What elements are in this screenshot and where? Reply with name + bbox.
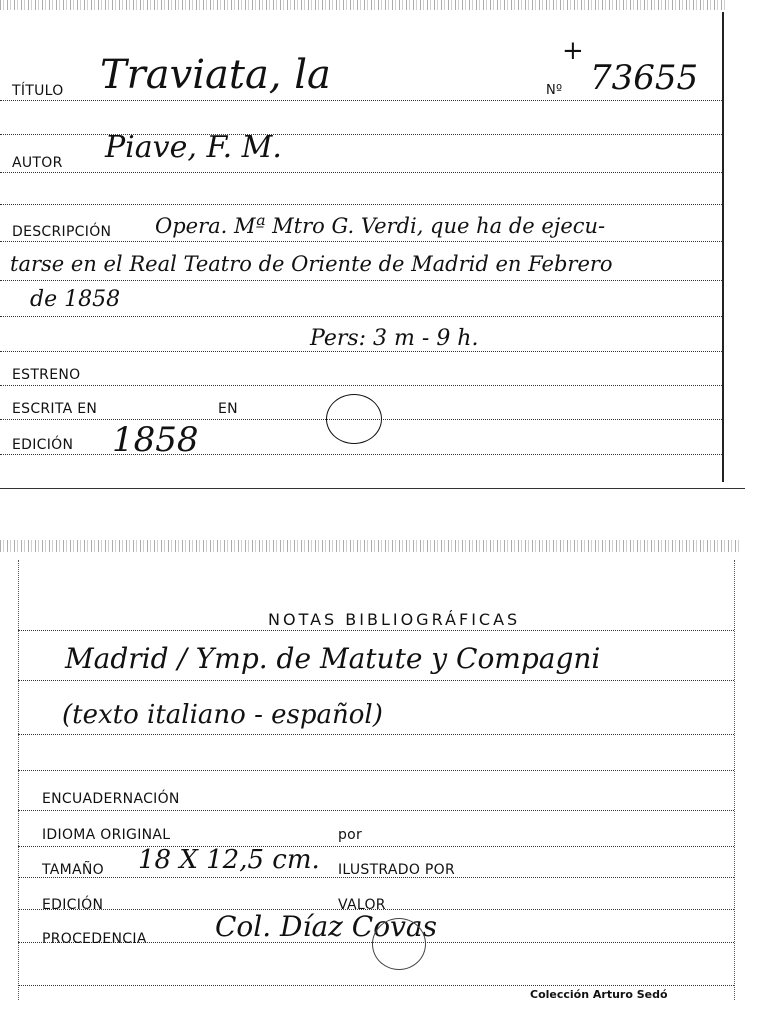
note-line-2: (texto italiano - español) [62, 700, 383, 730]
rule [18, 630, 734, 631]
value-edicion: 1858 [112, 420, 199, 460]
rule [18, 846, 734, 847]
label-encuadernacion: ENCUADERNACIÓN [42, 791, 180, 807]
note-line-1: Madrid / Ymp. de Matute y Compagni [65, 642, 601, 675]
scan-noise-top [0, 0, 727, 10]
label-tamano: TAMAÑO [42, 862, 104, 878]
value-numero: 73655 [590, 58, 699, 98]
card-left-edge [18, 560, 19, 1000]
rule [18, 734, 734, 735]
rule [0, 100, 722, 101]
value-descripcion-2: tarse en el Real Teatro de Oriente de Madrid en Febrero [10, 252, 613, 276]
value-procedencia: Col. Díaz Covas [215, 910, 437, 943]
rule [18, 770, 734, 771]
value-titulo: Traviata, la [100, 52, 331, 98]
rule [0, 172, 722, 173]
rule [0, 204, 722, 205]
value-autor: Piave, F. M. [105, 130, 282, 165]
label-numero: Nº [546, 83, 563, 98]
notes-heading: NOTAS BIBLIOGRÁFICAS [268, 610, 521, 629]
value-tamano: 18 X 12,5 cm. [138, 845, 320, 875]
rule [0, 241, 722, 242]
punch-hole [326, 394, 382, 444]
punch-hole [372, 918, 426, 970]
card-right-edge [722, 12, 724, 482]
label-valor: VALOR [338, 897, 386, 913]
label-descripcion: DESCRIPCIÓN [12, 224, 112, 240]
rule [0, 454, 722, 455]
scan-noise-top [0, 540, 740, 552]
rule [0, 280, 722, 281]
value-personajes: Pers: 3 m - 9 h. [310, 326, 479, 351]
rule [18, 680, 734, 681]
label-procedencia: PROCEDENCIA [42, 931, 147, 947]
label-por: por [338, 827, 363, 843]
label-autor: AUTOR [12, 155, 63, 171]
label-edicion: EDICIÓN [12, 437, 74, 453]
label-en: EN [218, 401, 238, 417]
label-escrita-en: ESCRITA EN [12, 401, 98, 417]
rule [18, 810, 734, 811]
rule [0, 316, 722, 317]
catalog-card-top [0, 0, 727, 490]
value-descripcion-1: Opera. Mª Mtro G. Verdi, que ha de ejecu- [155, 214, 606, 238]
label-idioma-original: IDIOMA ORIGINAL [42, 827, 171, 843]
collection-footer: Colección Arturo Sedó [530, 988, 668, 1001]
catalog-card-bottom [0, 540, 740, 1010]
label-titulo: TÍTULO [12, 83, 64, 99]
card-bottom-edge [0, 488, 745, 489]
label-edicion: EDICIÓN [42, 897, 104, 913]
value-descripcion-3: de 1858 [30, 287, 121, 312]
value-numero-mark: + [562, 36, 584, 66]
rule [18, 985, 734, 986]
label-estreno: ESTRENO [12, 367, 81, 383]
rule [0, 385, 722, 386]
card-right-edge [734, 560, 735, 1000]
label-ilustrado-por: ILUSTRADO POR [338, 862, 455, 878]
rule [0, 351, 722, 352]
